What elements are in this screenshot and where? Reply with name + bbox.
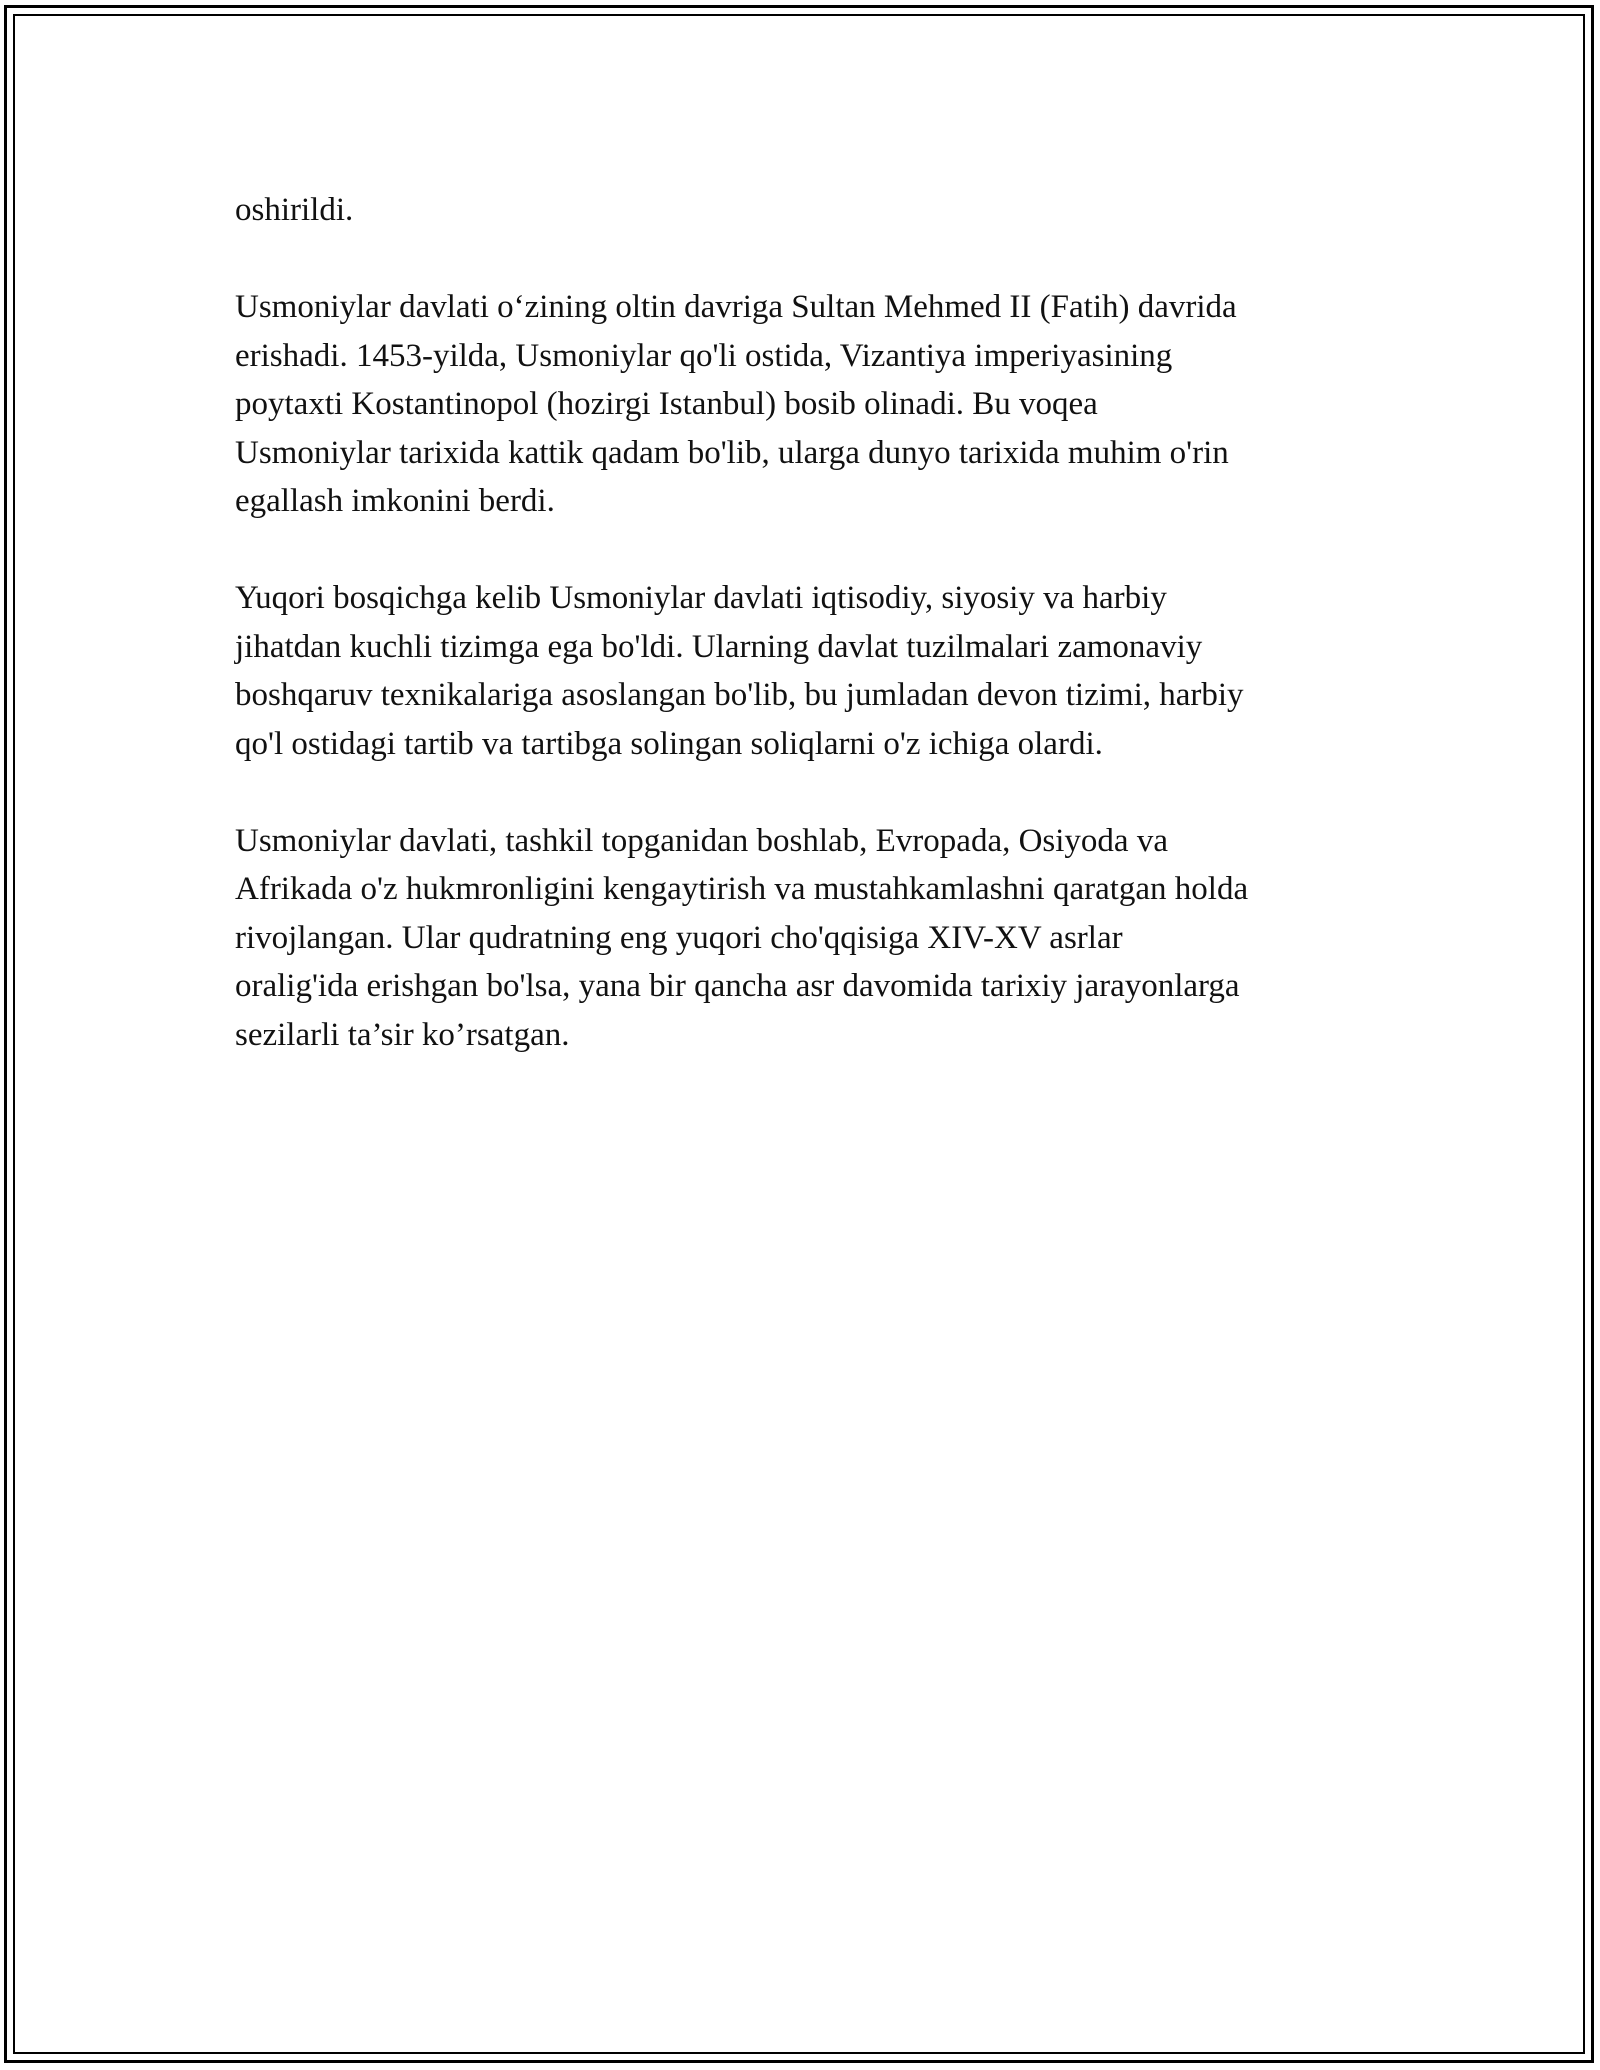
text-line: Yuqori bosqichga kelib Usmoniylar davlati iqtisodiy, siyosiy va harbiy <box>235 580 1167 616</box>
text-line: erishadi. 1453-yilda, Usmoniylar qo'li ostida, Vizantiya imperiyasining <box>235 337 1173 374</box>
text-line: Afrikada o'z hukmronligini kengaytirish va mustahkamlashni qaratgan holda <box>235 871 1249 907</box>
paragraph-2 <box>235 283 1385 526</box>
text-line: rivojlangan. Ular qudratning eng yuqori cho'qqisiga XIV-XV asrlar <box>235 919 1123 956</box>
text-line: oshirildi. <box>235 192 354 228</box>
paragraph-1 <box>235 186 1385 235</box>
text-line: oralig'ida erishgan bo'lsa, yana bir qancha asr davomida tarixiy jarayonlarga <box>235 968 1240 1004</box>
text-line: jihatdan kuchli tizimga ega bo'ldi. Ularning davlat tuzilmalari zamonaviy <box>235 628 1203 665</box>
text-line: sezilarli ta’sir ko’rsatgan. <box>235 1016 570 1053</box>
paragraph-3 <box>235 574 1385 768</box>
text-line: boshqaruv texnikalariga asoslangan bo'lib, bu jumladan devon tizimi, harbiy <box>235 677 1244 713</box>
text-line: qo'l ostidagi tartib va tartibga solingan soliqlarni o'z ichiga olardi. <box>235 725 1103 762</box>
text-line: poytaxti Kostantinopol (hozirgi Istanbul) bosib olinadi. Bu voqea <box>235 386 1098 422</box>
text-line: egallash imkonini berdi. <box>235 483 555 519</box>
text-line: Usmoniylar davlati o‘zining oltin davriga Sultan Mehmed II (Fatih) davrida <box>235 289 1237 325</box>
text-line: Usmoniylar davlati, tashkil topganidan boshlab, Evropada, Osiyoda va <box>235 822 1168 859</box>
document-body <box>235 186 1385 1108</box>
text-line: Usmoniylar tarixida kattik qadam bo'lib, ularga dunyo tarixida muhim o'rin <box>235 434 1229 471</box>
paragraph-4 <box>235 817 1385 1060</box>
